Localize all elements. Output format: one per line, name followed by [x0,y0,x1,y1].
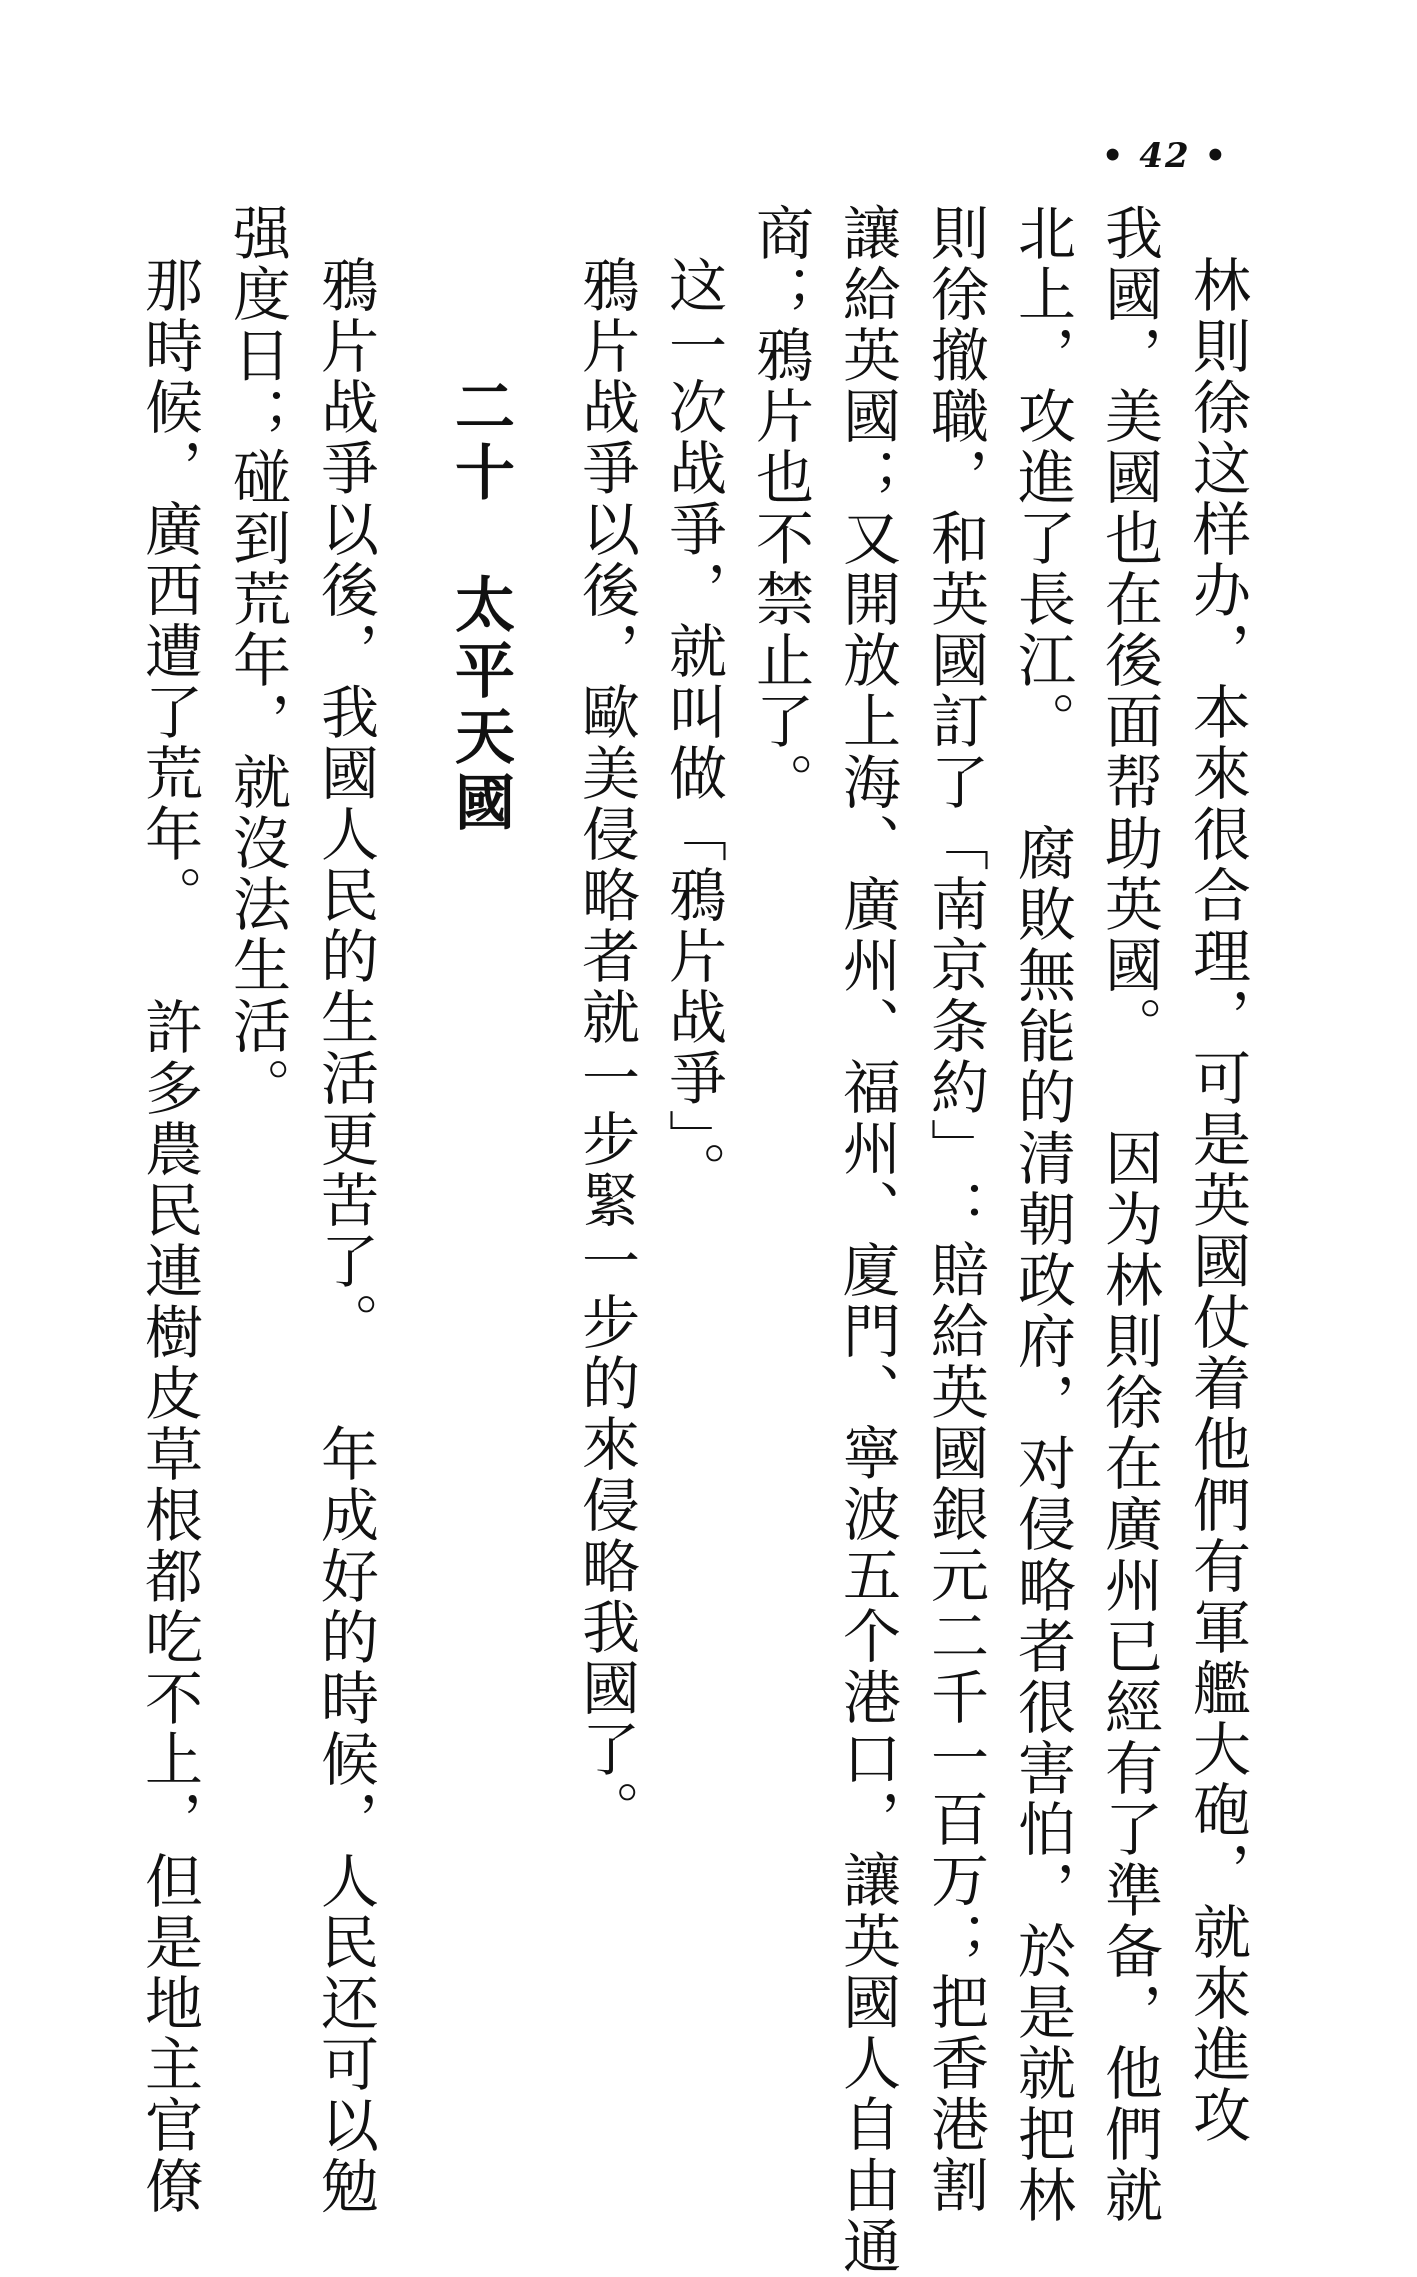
text-column: 讓給英國；又開放上海、廣州、福州、廈門、寧波五个港口，讓英國人自由通 [833,203,901,2277]
section-heading: 二十 太平天國 [445,375,515,837]
text-column: 鴉片战爭以後，我國人民的生活更苦了。 年成好的時候，人民还可以勉 [311,255,379,2217]
page-number: • 42 • [1101,136,1229,176]
text-column: 鴉片战爭以後，歐美侵略者就一步緊一步的來侵略我國了。 [572,255,640,1841]
text-column: 北上，攻進了長江。 腐敗無能的清朝政府，对侵略者很害怕，於是就把林 [1008,203,1076,2226]
text-column: 那時候，廣西遭了荒年。 許多農民連樹皮草根都吃不上，但是地主官僚 [135,255,203,2217]
text-column: 强度日；碰到荒年，就沒法生活。 [223,203,291,1118]
text-column: 林則徐这样办，本來很合理，可是英國仗着他們有軍艦大砲，就來進攻 [1183,255,1251,2146]
text-column: 商；鴉片也不禁止了。 [746,203,814,813]
text-column: 則徐撤職，和英國訂了「南京条約」：賠給英國銀元二千一百万；把香港割 [921,203,989,2216]
text-column: 我國，美國也在後面帮助英國。 因为林則徐在廣州已經有了準备，他們就 [1095,203,1163,2226]
text-column: 这一次战爭，就叫做「鴉片战爭」。 [659,255,727,1202]
